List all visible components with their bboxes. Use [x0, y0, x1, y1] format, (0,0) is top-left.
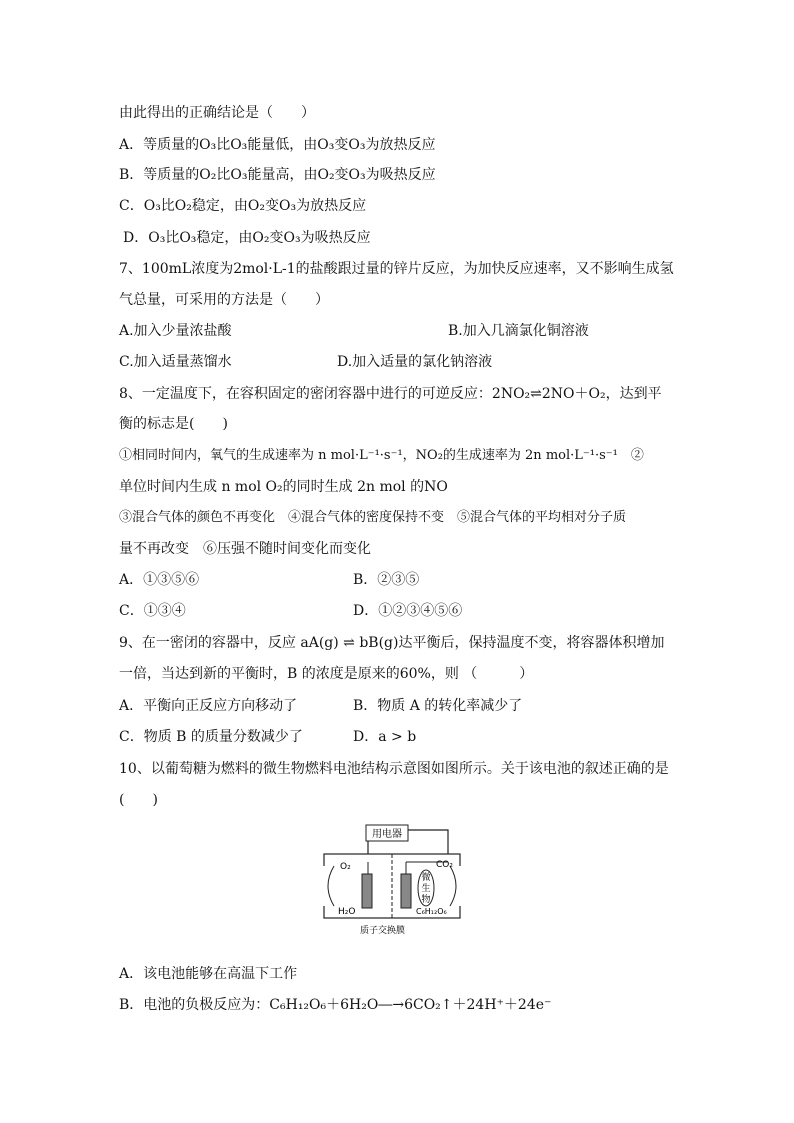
microbe-label-3: 物 — [421, 895, 431, 905]
anode-electrode — [401, 874, 411, 908]
q7-option-c: C.加入适量蒸馏水 — [119, 354, 232, 370]
q9-options-row1 — [119, 697, 523, 715]
q7-stem-2: 气总量，可采用的方法是（ ） — [119, 292, 329, 308]
q9-stem-1: 9、在一密闭的容器中，反应 aA(g) ⇌ bB(g)达平衡后，保持温度不变，将容器体积增加 — [119, 635, 665, 651]
q7-option-a: A.加入少量浓盐酸 — [119, 323, 232, 339]
co2-label: CO₂ — [436, 860, 453, 870]
q8-stem-5: ③混合气体的颜色不再变化 ④混合气体的密度保持不变 ⑤混合气体的平均相对分子质 — [119, 510, 627, 525]
q8-stem-4: 单位时间内生成 n mol O₂的同时生成 2n mol 的NO — [119, 479, 448, 495]
q10-stem-2: ( ) — [119, 792, 158, 808]
q8-stem-1: 8、一定温度下，在容积固定的密闭容器中进行的可逆反应：2NO₂⇌2NO＋O₂，达到平 — [119, 386, 662, 402]
q8-stem-6: 量不再改变 ⑥压强不随时间变化而变化 — [119, 541, 371, 557]
glucose-label: C₆H₁₂O₆ — [416, 907, 447, 916]
q8-option-c: C．①③④ — [119, 603, 186, 619]
q8-option-a: A．①③⑤⑥ — [119, 572, 200, 588]
q9-option-c: C．物质 B 的质量分数减少了 — [119, 729, 303, 745]
option-d: D．O₃比O₃稳定，由O₂变O₃为吸热反应 — [123, 230, 371, 246]
q8-option-d: D．①②③④⑤⑥ — [353, 603, 463, 619]
q9-options-row2 — [119, 728, 417, 746]
option-b: B．等质量的O₂比O₃能量高，由O₂变O₃为吸热反应 — [119, 167, 436, 183]
option-a: A．等质量的O₃比O₃能量低，由O₃变O₃为放热反应 — [119, 137, 436, 153]
q8-options-row2 — [119, 602, 463, 620]
q10-option-a: A．该电池能够在高温下工作 — [119, 966, 298, 982]
fuel-cell-diagram — [320, 822, 470, 952]
q7-stem-1: 7、100mL浓度为2mol·L-1的盐酸跟过量的锌片反应，为加快反应速率，又不影响生成氢 — [119, 261, 674, 277]
q10-option-b: B．电池的负极反应为：C₆H₁₂O₆＋6H₂O―→6CO₂↑＋24H⁺＋24e⁻ — [119, 997, 552, 1013]
line-conclusion: 由此得出的正确结论是（ ） — [119, 105, 315, 121]
q8-stem-2: 衡的标志是( ) — [119, 416, 228, 432]
q8-options-row1 — [119, 571, 420, 589]
q7-options-row2 — [119, 353, 493, 371]
q8-option-b: B．②③⑤ — [353, 572, 420, 588]
microbe-label-2: 生 — [421, 884, 431, 894]
device-label: 用电器 — [372, 829, 402, 840]
option-c: C．O₃比O₂稳定，由O₂变O₃为放热反应 — [119, 198, 367, 214]
h2o-label: H₂O — [338, 907, 356, 917]
o2-label: O₂ — [340, 862, 351, 872]
q8-stem-3: ①相同时间内，氧气的生成速率为 n mol·L⁻¹·s⁻¹，NO₂的生成速率为 2n mol·L⁻¹·s⁻¹ ② — [119, 448, 644, 463]
q7-options-row1 — [119, 322, 589, 340]
q9-option-d: D．a > b — [353, 729, 417, 745]
microbe-label-1: 微 — [421, 873, 431, 883]
cathode-electrode — [362, 874, 372, 908]
membrane-label: 质子交换膜 — [360, 926, 406, 936]
q7-option-b: B.加入几滴氯化铜溶液 — [448, 323, 589, 339]
q9-option-a: A．平衡向正反应方向移动了 — [119, 698, 298, 714]
q7-option-d: D.加入适量的氯化钠溶液 — [337, 354, 493, 370]
q9-stem-2: 一倍，当达到新的平衡时，B 的浓度是原来的60%，则 （ ） — [119, 666, 534, 682]
q9-option-b: B．物质 A 的转化率减少了 — [353, 698, 523, 714]
q10-stem-1: 10、以葡萄糖为燃料的微生物燃料电池结构示意图如图所示。关于该电池的叙述正确的是 — [119, 761, 669, 777]
